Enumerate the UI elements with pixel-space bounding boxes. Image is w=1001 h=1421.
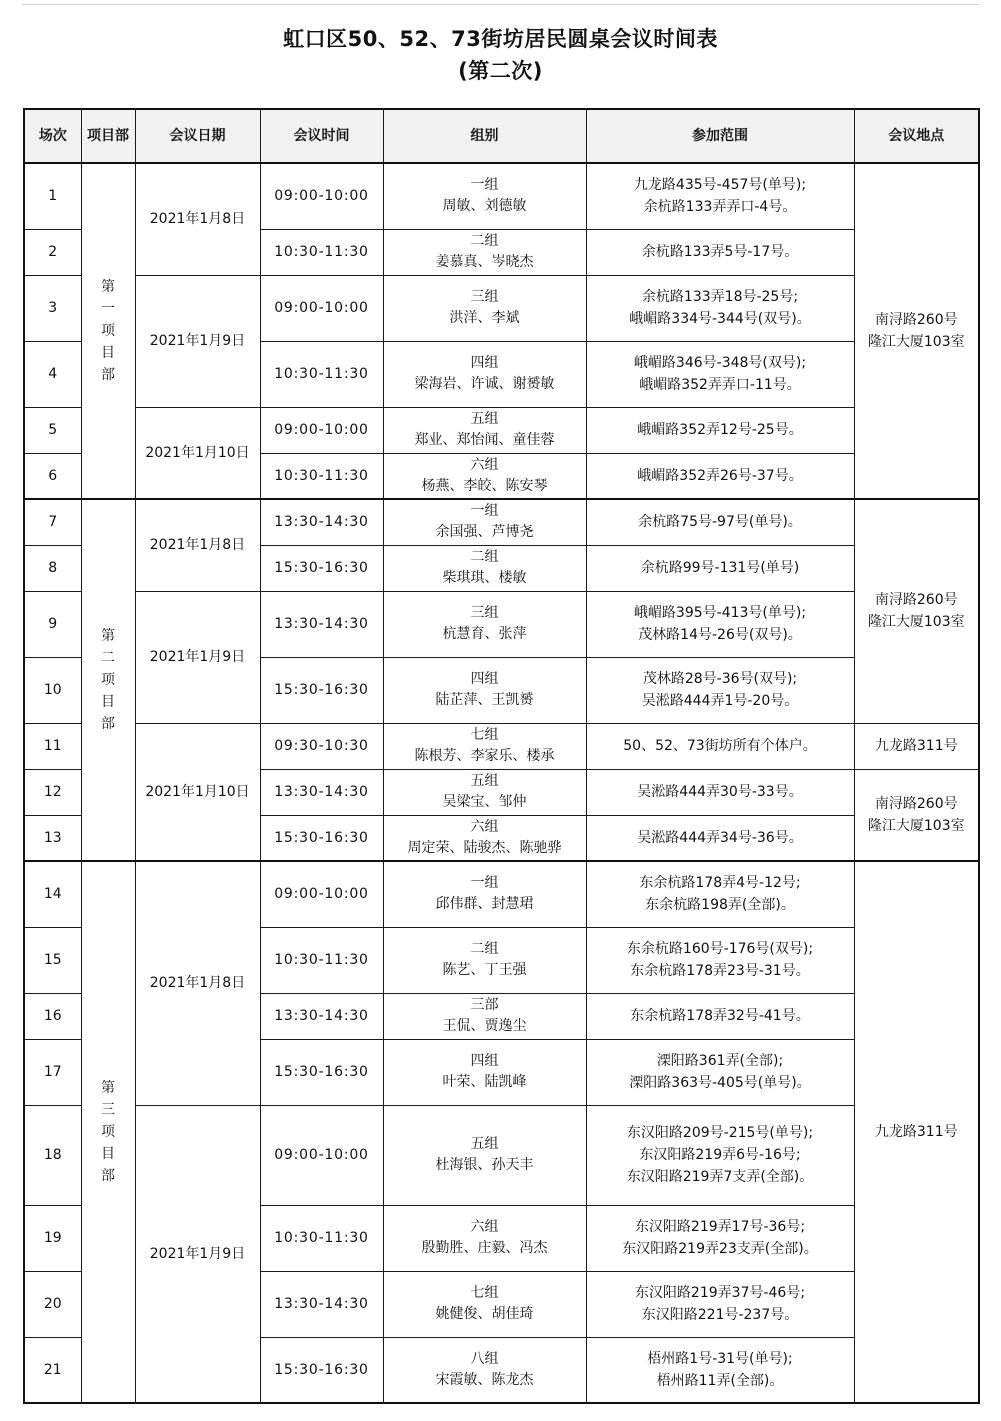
group-members: 陈艺、丁王强: [442, 962, 527, 978]
time-cell: 13:30-14:30: [260, 591, 383, 657]
group-members: 姚健俊、胡佳琦: [435, 1306, 534, 1322]
scope-line: 东汉阳路221号-237号。: [641, 1307, 799, 1323]
session-number: 9: [24, 591, 81, 657]
header-session: 场次: [24, 109, 81, 163]
time-cell: 13:30-14:30: [260, 499, 383, 545]
group-members: 郑业、郑怡闻、童佳蓉: [414, 432, 555, 448]
time-cell: 15:30-16:30: [260, 815, 383, 861]
scope-line: 吴淞路444弄30号-33号。: [637, 784, 803, 800]
location-line: 隆江大厦103室: [867, 614, 965, 631]
group-members: 邱伟群、封慧珺: [435, 896, 534, 913]
scope-line: 50、52、73街坊所有个体户。: [623, 738, 817, 754]
group-name: 二组: [470, 549, 499, 565]
group-members: 梁海岩、许诚、谢赟敏: [414, 376, 555, 392]
date-cell: 2021年1月9日: [135, 1105, 260, 1403]
scope-line: 峨嵋路334号-344号(双号)。: [629, 311, 811, 327]
scope-cell: [586, 545, 854, 591]
department-label: 第二项目部: [100, 628, 115, 732]
group-name: 一组: [470, 875, 499, 892]
group-name: 三组: [470, 289, 499, 305]
scope-cell: [586, 1337, 854, 1403]
header-scope: 参加范围: [586, 109, 854, 163]
group-members: 殷勤胜、庄毅、冯杰: [421, 1240, 548, 1256]
location-cell: 九龙路311号: [854, 861, 979, 1403]
scope-line: 东余杭路160号-176号(双号);: [626, 941, 814, 957]
scope-cell: [586, 1039, 854, 1105]
session-number: 6: [24, 453, 81, 499]
title-sub: (第二次): [458, 59, 543, 83]
group-name: 七组: [470, 727, 499, 743]
scope-line: 茂林路14号-26号(双号)。: [638, 627, 802, 643]
page-title: [0, 24, 1001, 86]
table-row: [24, 723, 979, 769]
scope-cell: [586, 927, 854, 993]
scope-line: 东汉阳路219弄17号-36号;: [634, 1219, 806, 1235]
scope-line: 溧阳路361弄(全部);: [656, 1053, 784, 1069]
group-cell: [383, 657, 586, 723]
scope-line: 茂林路28号-36号(双号);: [642, 671, 798, 687]
location-cell: [854, 769, 979, 861]
time-cell: 09:30-10:30: [260, 723, 383, 769]
header-location: 会议地点: [854, 109, 979, 163]
scope-line: 东汉阳路219弄6号-16号;: [639, 1147, 801, 1163]
group-members: 宋霞敏、陈龙杰: [435, 1371, 534, 1388]
scope-line: 东汉阳路219弄23支弄(全部)。: [622, 1241, 818, 1257]
date-cell: 2021年1月10日: [135, 723, 260, 861]
time-cell: 15:30-16:30: [260, 1337, 383, 1403]
group-members: 陆芷萍、王凯赟: [435, 692, 534, 708]
group-cell: [383, 1271, 586, 1337]
group-members: 杜海银、孙天丰: [435, 1157, 534, 1173]
scope-cell: [586, 861, 854, 927]
group-members: 姜慕真、岑晓杰: [435, 254, 534, 270]
group-name: 五组: [470, 411, 499, 427]
schedule-table: [23, 108, 980, 1404]
group-members: 杨燕、李皎、陈安琴: [421, 477, 548, 494]
group-name: 二组: [470, 941, 499, 957]
time-cell: 15:30-16:30: [260, 1039, 383, 1105]
group-name: 四组: [470, 671, 499, 687]
date-cell: 2021年1月10日: [135, 407, 260, 499]
group-cell: [383, 275, 586, 341]
group-members: 杭慧育、张萍: [442, 626, 527, 642]
scope-line: 东余杭路178弄32号-41号。: [630, 1008, 810, 1024]
scope-cell: [586, 1105, 854, 1205]
scope-line: 梧州路11弄(全部)。: [656, 1372, 784, 1389]
scope-cell: [586, 499, 854, 545]
scope-line: 余杭路75号-97号(单号)。: [638, 514, 802, 531]
scope-line: 东汉阳路219弄37号-46号;: [634, 1285, 806, 1301]
scope-cell: [586, 453, 854, 499]
group-members: 陈根芳、李家乐、楼承: [414, 748, 555, 764]
session-number: 21: [24, 1337, 81, 1403]
session-number: 12: [24, 769, 81, 815]
time-cell: 10:30-11:30: [260, 927, 383, 993]
group-cell: [383, 993, 586, 1039]
session-number: 7: [24, 499, 81, 545]
scope-line: 东余杭路178弄23号-31号。: [630, 963, 810, 979]
group-name: 七组: [470, 1285, 499, 1301]
group-cell: [383, 499, 586, 545]
group-cell: [383, 545, 586, 591]
time-cell: 10:30-11:30: [260, 341, 383, 407]
group-name: 六组: [470, 1219, 499, 1235]
session-number: 2: [24, 229, 81, 275]
location-cell: 九龙路311号: [854, 723, 979, 769]
time-cell: 10:30-11:30: [260, 1205, 383, 1271]
scope-line: 余杭路133弄5号-17号。: [641, 244, 799, 260]
department-cell: [81, 861, 135, 1403]
group-cell: [383, 1105, 586, 1205]
group-cell: [383, 861, 586, 927]
table-row: [24, 407, 979, 453]
group-cell: [383, 927, 586, 993]
time-cell: 09:00-10:00: [260, 163, 383, 229]
session-number: 11: [24, 723, 81, 769]
group-members: 余国强、芦博尧: [435, 524, 534, 541]
group-members: 叶荣、陆凯峰: [442, 1074, 527, 1090]
scope-cell: [586, 769, 854, 815]
time-cell: 09:00-10:00: [260, 275, 383, 341]
scope-line: 余杭路133弄18号-25号;: [641, 289, 799, 305]
date-cell: 2021年1月9日: [135, 275, 260, 407]
session-number: 18: [24, 1105, 81, 1205]
location-line: 南浔路260号: [874, 795, 958, 812]
group-name: 一组: [470, 503, 499, 520]
group-name: 一组: [470, 177, 499, 194]
group-name: 四组: [470, 1053, 499, 1069]
scope-cell: [586, 229, 854, 275]
group-cell: [383, 163, 586, 229]
scope-cell: [586, 657, 854, 723]
time-cell: 15:30-16:30: [260, 545, 383, 591]
session-number: 5: [24, 407, 81, 453]
time-cell: 13:30-14:30: [260, 1271, 383, 1337]
scope-line: 峨嵋路352弄弄口-11号。: [639, 377, 801, 393]
group-name: 五组: [470, 1136, 499, 1152]
scope-line: 梧州路1号-31号(单号);: [647, 1350, 793, 1367]
group-name: 六组: [470, 456, 499, 473]
session-number: 17: [24, 1039, 81, 1105]
group-name: 八组: [470, 1350, 499, 1367]
table-row: [24, 163, 979, 229]
header-date: 会议日期: [135, 109, 260, 163]
group-cell: [383, 341, 586, 407]
scope-cell: [586, 407, 854, 453]
table-row: [24, 499, 979, 545]
group-members: 柴琪琪、楼敏: [442, 570, 527, 586]
group-name: 二组: [470, 233, 499, 249]
session-number: 4: [24, 341, 81, 407]
location-line: 南浔路260号: [874, 592, 958, 609]
location-cell: [854, 163, 979, 499]
time-cell: 09:00-10:00: [260, 1105, 383, 1205]
session-number: 15: [24, 927, 81, 993]
department-label: 第一项目部: [100, 279, 115, 383]
scope-line: 东余杭路198弄(全部)。: [645, 897, 795, 914]
group-cell: [383, 723, 586, 769]
scope-line: 吴淞路444弄34号-36号。: [637, 829, 803, 846]
header-group: 组别: [383, 109, 586, 163]
scope-line: 东余杭路178弄4号-12号;: [639, 875, 801, 892]
title-main: 虹口区50、52、73街坊居民圆桌会议时间表: [283, 27, 718, 51]
header-department: 项目部: [81, 109, 135, 163]
group-cell: [383, 453, 586, 499]
scope-line: 余杭路133弄弄口-4号。: [643, 199, 797, 216]
scope-cell: [586, 815, 854, 861]
group-name: 三组: [470, 605, 499, 621]
group-cell: [383, 1039, 586, 1105]
group-members: 王侃、贾逸尘: [442, 1018, 527, 1034]
group-name: 三部: [470, 997, 499, 1013]
time-cell: 13:30-14:30: [260, 769, 383, 815]
scope-cell: [586, 723, 854, 769]
scope-line: 峨嵋路352弄12号-25号。: [637, 422, 803, 438]
time-cell: 10:30-11:30: [260, 453, 383, 499]
session-number: 8: [24, 545, 81, 591]
scope-cell: [586, 1271, 854, 1337]
header-row: [24, 109, 979, 163]
location-cell: [854, 499, 979, 723]
session-number: 16: [24, 993, 81, 1039]
group-members: 吴梁宝、邹仲: [442, 794, 527, 810]
table-row: [24, 275, 979, 341]
table-row: [24, 1105, 979, 1205]
time-cell: 09:00-10:00: [260, 861, 383, 927]
session-number: 13: [24, 815, 81, 861]
group-cell: [383, 407, 586, 453]
group-members: 周定荣、陆骏杰、陈驰骅: [407, 839, 562, 856]
group-cell: [383, 769, 586, 815]
group-name: 四组: [470, 355, 499, 371]
scope-line: 峨嵋路352弄26号-37号。: [637, 467, 803, 484]
session-number: 20: [24, 1271, 81, 1337]
group-cell: [383, 815, 586, 861]
time-cell: 09:00-10:00: [260, 407, 383, 453]
scope-cell: [586, 163, 854, 229]
scope-cell: [586, 275, 854, 341]
location-line: 南浔路260号: [874, 312, 958, 328]
scope-line: 东汉阳路219弄7支弄(全部)。: [626, 1169, 814, 1185]
group-name: 五组: [470, 773, 499, 789]
time-cell: 10:30-11:30: [260, 229, 383, 275]
department-cell: [81, 163, 135, 499]
scope-line: 余杭路99号-131号(单号): [640, 560, 800, 576]
scope-cell: [586, 1205, 854, 1271]
group-cell: [383, 591, 586, 657]
header-time: 会议时间: [260, 109, 383, 163]
date-cell: 2021年1月8日: [135, 163, 260, 275]
table-row: [24, 861, 979, 927]
location-line: 隆江大厦103室: [867, 817, 965, 834]
session-number: 1: [24, 163, 81, 229]
scope-line: 东汉阳路209号-215号(单号);: [626, 1125, 814, 1141]
department-label: 第三项目部: [100, 1080, 115, 1184]
scope-line: 峨嵋路346号-348号(双号);: [633, 355, 807, 371]
session-number: 19: [24, 1205, 81, 1271]
date-cell: 2021年1月8日: [135, 499, 260, 591]
date-cell: 2021年1月8日: [135, 861, 260, 1105]
department-cell: [81, 499, 135, 861]
scope-cell: [586, 591, 854, 657]
scope-cell: [586, 993, 854, 1039]
top-divider: [22, 4, 979, 5]
group-members: 洪洋、李斌: [449, 310, 520, 326]
scope-line: 峨嵋路395号-413号(单号);: [633, 605, 807, 621]
session-number: 3: [24, 275, 81, 341]
scope-cell: [586, 341, 854, 407]
date-cell: 2021年1月9日: [135, 591, 260, 723]
location-line: 隆江大厦103室: [867, 334, 965, 350]
table-row: [24, 591, 979, 657]
time-cell: 15:30-16:30: [260, 657, 383, 723]
group-name: 六组: [470, 818, 499, 835]
scope-line: 吴淞路444弄1号-20号。: [641, 693, 799, 709]
group-cell: [383, 229, 586, 275]
scope-line: 九龙路435号-457号(单号);: [633, 177, 807, 194]
time-cell: 13:30-14:30: [260, 993, 383, 1039]
group-cell: [383, 1337, 586, 1403]
session-number: 10: [24, 657, 81, 723]
group-cell: [383, 1205, 586, 1271]
session-number: 14: [24, 861, 81, 927]
scope-line: 溧阳路363号-405号(单号)。: [629, 1075, 811, 1091]
group-members: 周敏、刘德敏: [442, 198, 527, 215]
